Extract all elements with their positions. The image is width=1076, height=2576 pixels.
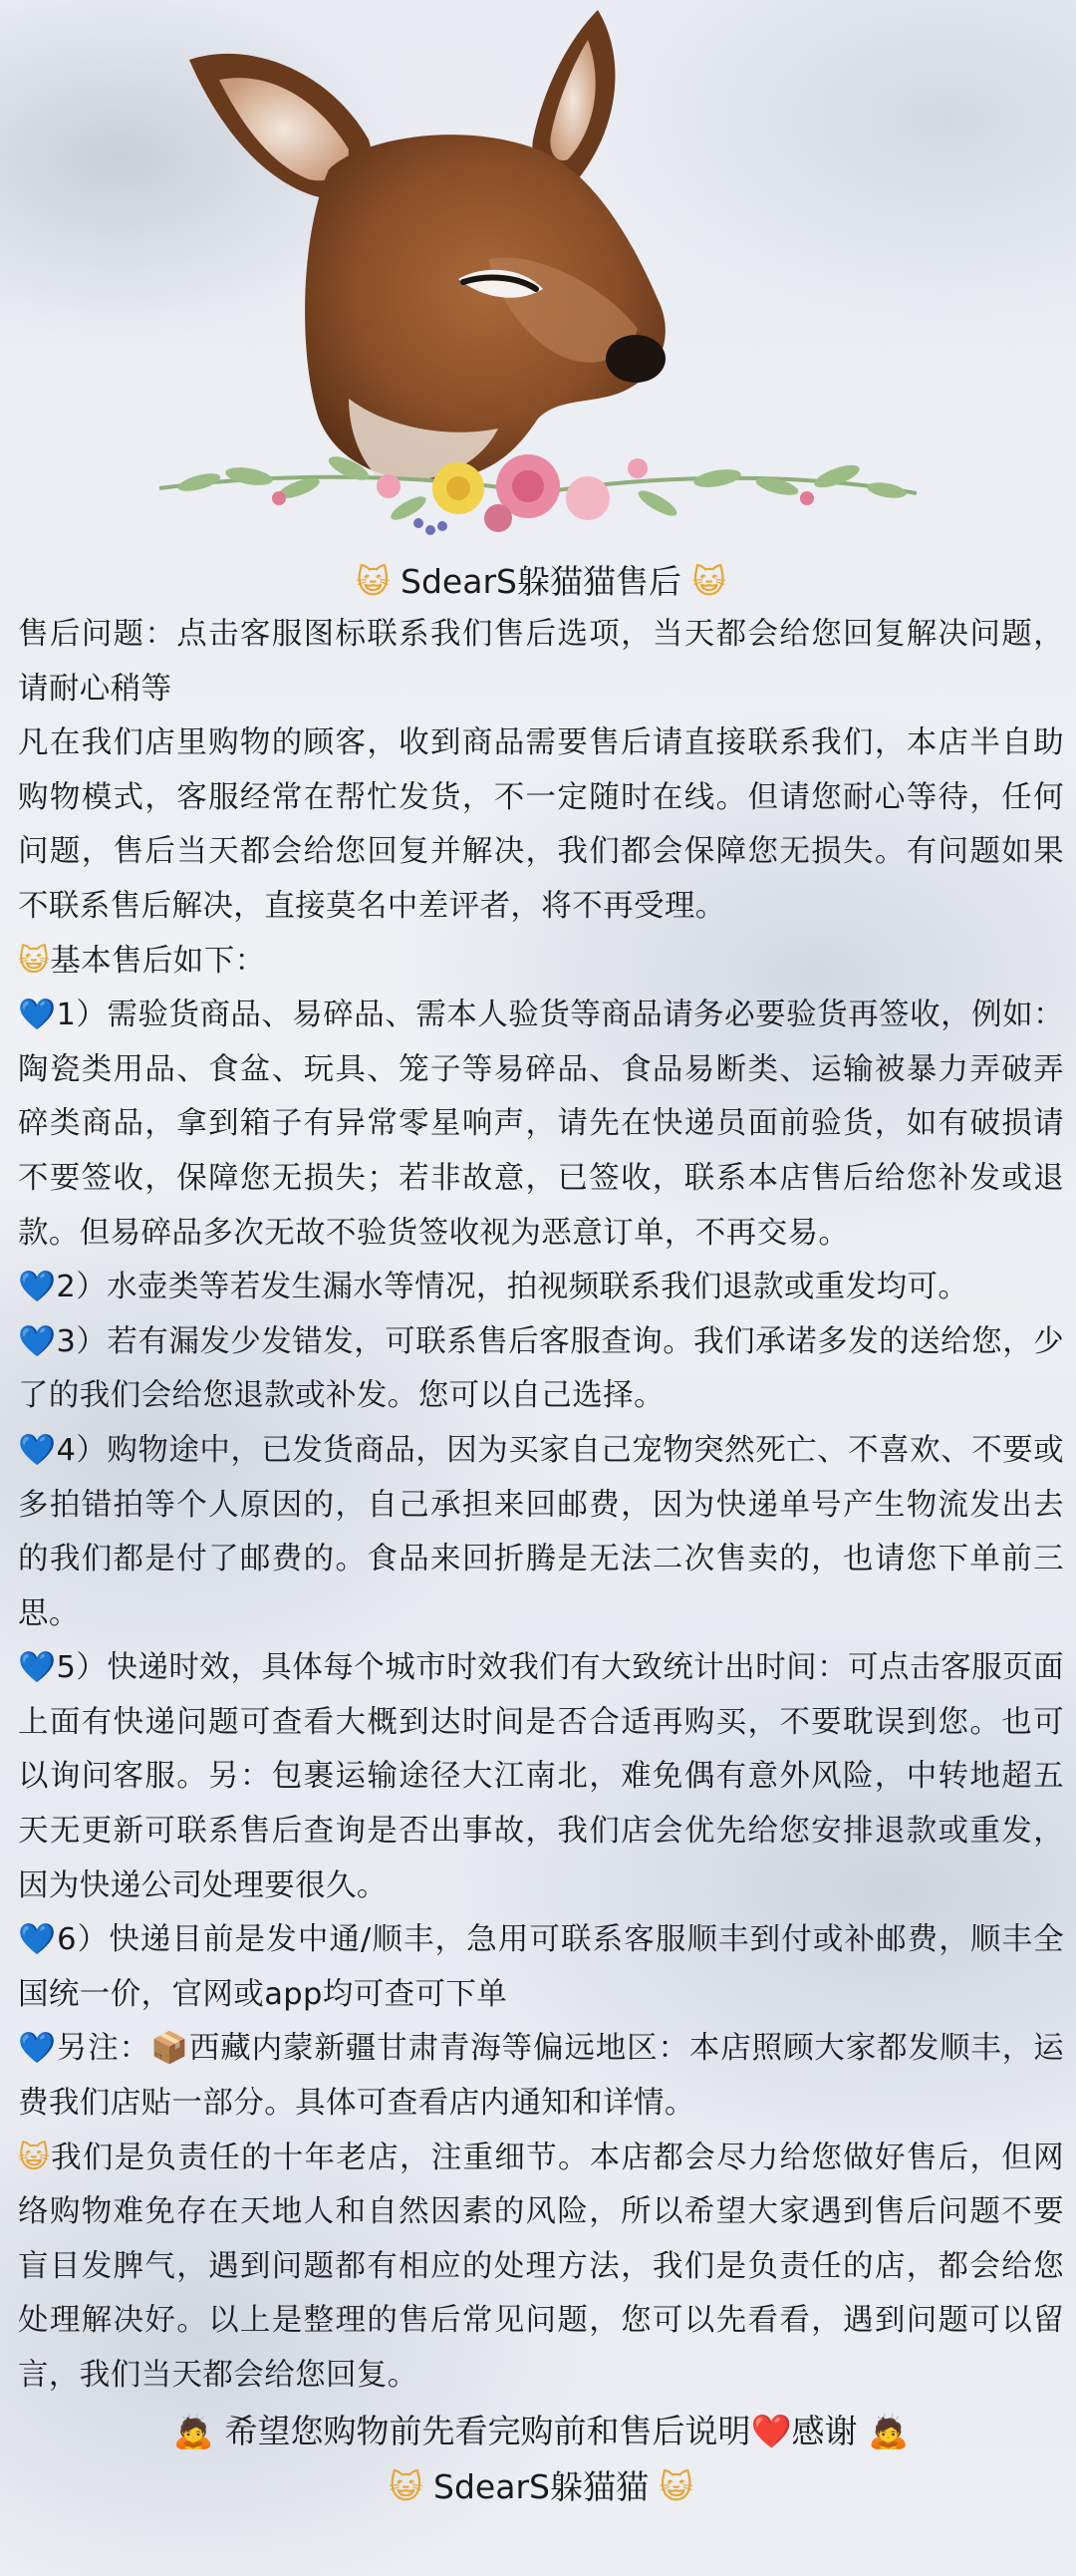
cat-icon: 😺 xyxy=(691,562,726,601)
blue-heart-icon: 💙 xyxy=(18,1922,58,1958)
closing-paragraph xyxy=(18,2132,1064,2404)
deer-illustration xyxy=(159,0,917,558)
red-heart-icon: ❤️ xyxy=(750,2411,792,2450)
cat-icon: 😺 xyxy=(659,2466,693,2506)
bow-icon: 🙇 xyxy=(868,2411,910,2450)
title-text: SdearS躲猫猫售后 xyxy=(401,562,681,601)
blue-heart-icon: 💙 xyxy=(18,998,57,1033)
intro-paragraph-2: 凡在我们店里购物的顾客，收到商品需要售后请直接联系我们，本店半自助购物模式，客服经常在帮忙发货，不一定随时在线。但请您耐心等待，任何问题，售后当天都会给您回复并解决，我们都会保障您无损失。有问题如果不联系售后解决，直接莫名中差评者，将不再受理。 xyxy=(18,725,1064,924)
blue-heart-icon: 💙 xyxy=(18,2031,57,2067)
note-text: 西藏内蒙新疆甘肃青海等偏远地区：本店照顾大家都发顺丰，运费我们店贴一部分。具体可查看店内通知和详情。 xyxy=(18,2031,1064,2122)
footer-signature xyxy=(18,2459,1064,2515)
cat-icon: 😺 xyxy=(389,2466,423,2506)
list-item-text: 6）快递目前是发中通/顺丰，急用可联系客服顺丰到付或补邮费，顺丰全国统一价，官网或app均可查可下单 xyxy=(18,1922,1064,2012)
list-item-text: 3）若有漏发少发错发，可联系售后客服查询。我们承诺多发的送给您，少了的我们会给您退款或补发。您可以自己选择。 xyxy=(18,1323,1064,1414)
floral-wreath xyxy=(159,451,917,535)
footer-thanks xyxy=(18,2404,1064,2459)
list-item-text: 1）需验货商品、易碎品、需本人验货等商品请务必要验货再签收，例如：陶瓷类用品、食盆、玩具、笼子等易碎品、食品易断类、运输被暴力弄破弄碎类商品，拿到箱子有异常零星响声，请先在快递员面前验货，如有破损请不要签收，保障您无损失；若非故意，已签收，联系本店售后给您补发或退款。但易碎品多次无故不验货签收视为恶意订单，不再交易。 xyxy=(18,998,1064,1251)
bow-icon: 🙇 xyxy=(172,2411,214,2450)
basic-heading xyxy=(18,935,1064,990)
after-sales-notice xyxy=(18,558,1064,2515)
list-item-text: 4）购物途中，已发货商品，因为买家自己宠物突然死亡、不喜欢、不要或多拍错拍等个人原因的，自己承担来回邮费，因为快递单号产生物流发出去的我们都是付了邮费的。食品来回折腾是无法二次售卖的，也请您下单前三思。 xyxy=(18,1432,1064,1631)
cat-icon: 😺 xyxy=(18,943,51,979)
closing-text: 我们是负责任的十年老店，注重细节。本店都会尽力给您做好售后，但网络购物难免存在天地人和自然因素的风险，所以希望大家遇到售后问题不要盲目发脾气，遇到问题都有相应的处理方法，我们是负责任的店，都会给您处理解决好。以上是整理的售后常见问题，您可以先看看，遇到问题可以留言，我们当天都会给您回复。 xyxy=(18,2140,1064,2393)
list-item xyxy=(18,989,1064,1261)
intro-paragraph-1: 售后问题：点击客服图标联系我们售后选项，当天都会给您回复解决问题，请耐心稍等 xyxy=(18,617,1064,707)
list-item xyxy=(18,1641,1064,1913)
blue-heart-icon: 💙 xyxy=(18,1432,57,1468)
package-icon: 📦 xyxy=(150,2031,189,2067)
list-item xyxy=(18,1315,1064,1424)
note-label: 另注： xyxy=(56,2031,150,2067)
footer-signature-text: SdearS躲猫猫 xyxy=(433,2466,649,2506)
footer-thanks-word: 感谢 xyxy=(791,2411,858,2450)
blue-heart-icon: 💙 xyxy=(18,1270,57,1305)
list-item-text: 5）快递时效，具体每个城市时效我们有大致统计出时间：可点击客服页面上面有快递问题可查看大概到达时间是否合适再购买，不要耽误到您。也可以询问客服。另：包裹运输途径大江南北，难免偶有意外风险，中转地超五天无更新可联系售后查询是否出事故，我们店会优先给您安排退款或重发，因为快递公司处理要很久。 xyxy=(18,1650,1064,1903)
basic-heading-text: 基本售后如下： xyxy=(50,943,266,979)
remote-area-note xyxy=(18,2022,1064,2131)
cat-icon: 😺 xyxy=(356,562,391,601)
page-title xyxy=(18,558,1064,606)
list-item xyxy=(18,1424,1064,1641)
list-item xyxy=(18,1913,1064,2022)
blue-heart-icon: 💙 xyxy=(18,1323,57,1359)
list-item xyxy=(18,1261,1064,1315)
blue-heart-icon: 💙 xyxy=(18,1650,57,1686)
footer-thanks-text: 希望您购物前先看完购前和售后说明 xyxy=(224,2411,751,2450)
deer-nose xyxy=(606,335,666,383)
cat-icon: 😺 xyxy=(18,2140,52,2175)
list-item-text: 2）水壶类等若发生漏水等情况，拍视频联系我们退款或重发均可。 xyxy=(56,1270,969,1305)
